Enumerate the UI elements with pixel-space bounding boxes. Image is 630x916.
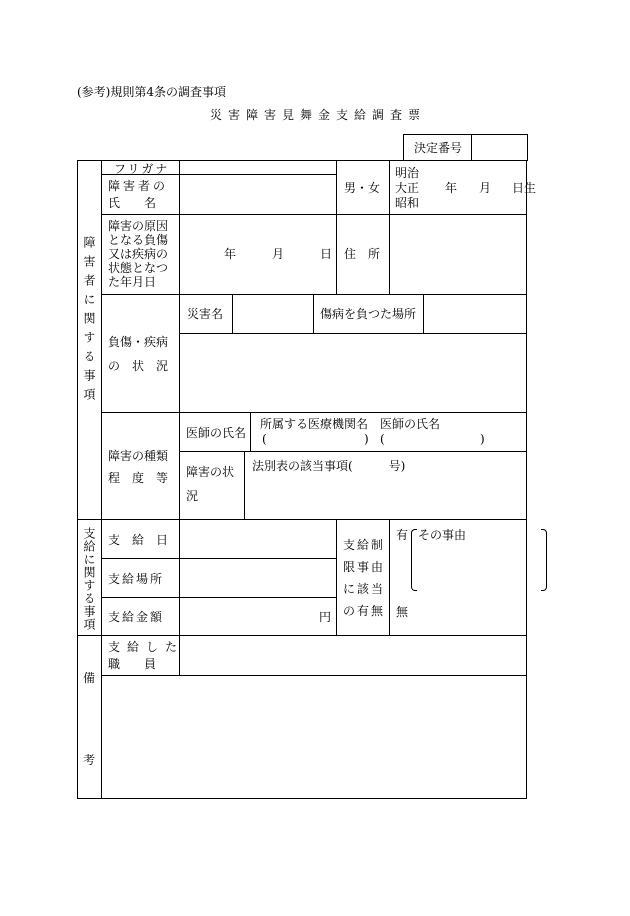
gender-select[interactable]: 男・女 (344, 181, 381, 195)
institution-doctor-label: 所属する医療機関名 医師の氏名 (260, 417, 441, 431)
injury-label-1: 負傷・疾病 (108, 335, 169, 349)
cause-label-2: となる負傷 (108, 233, 169, 247)
pay-place-field[interactable] (181, 560, 335, 596)
paren-close-2: ) (480, 432, 485, 446)
dob-month-label: 月 (479, 181, 492, 195)
yen-label: 円 (319, 610, 332, 624)
address-label: 住 所 (344, 247, 381, 261)
dob-day-label: 日生 (512, 181, 537, 195)
cause-label-5: た年月日 (108, 275, 157, 289)
era-meiji[interactable]: 明治 (395, 166, 420, 180)
section1-vertical-label: 障害者に関する事項 (82, 236, 96, 407)
restriction-no[interactable]: 無 (396, 605, 409, 619)
reference-note: (参考)規則第4条の調査事項 (77, 85, 226, 99)
restriction-label-2: 限事由 (343, 560, 386, 574)
injury-label-2: の 状 況 (108, 359, 169, 373)
cause-label-3: 又は疾病の (108, 247, 169, 261)
doctor-name-label: 医師の氏名 (186, 426, 247, 440)
disability-status-label-2: 況 (186, 489, 199, 503)
name-field[interactable] (181, 176, 335, 213)
reason-field[interactable] (418, 545, 538, 587)
pay-date-field[interactable] (181, 521, 335, 557)
pay-date-label: 支 給 日 (108, 533, 169, 547)
paren-open-2: ( (380, 432, 385, 446)
name-label-1: 障害者の (108, 179, 169, 193)
payer-staff-field[interactable] (181, 637, 525, 674)
disability-type-label-2: 程 度 等 (108, 471, 169, 485)
disability-status-field[interactable] (246, 478, 525, 518)
pay-place-label: 支給場所 (108, 572, 165, 586)
restriction-yes[interactable]: 有 (396, 528, 409, 542)
injury-status-field[interactable] (181, 335, 525, 411)
restriction-label-3: に該当 (343, 582, 386, 596)
furigana-label: フリガナ (114, 162, 170, 176)
disability-type-label-1: 障害の種類 (108, 449, 169, 463)
payer-label-1: 支給した (108, 640, 185, 654)
law-table-label: 法別表の該当事項( 号) (252, 459, 406, 473)
disability-status-label-1: 障害の状 (186, 465, 235, 479)
remarks-label-top: 備 (83, 671, 96, 685)
doctor-name-field[interactable] (386, 431, 478, 447)
restriction-label-4: の有無 (343, 604, 386, 618)
injury-place-label: 傷病を負つた場所 (320, 307, 417, 321)
restriction-label-1: 支給制 (343, 538, 386, 552)
cause-year-label: 年 (224, 247, 237, 261)
bracket-left (411, 529, 417, 591)
injury-place-field[interactable] (425, 296, 525, 332)
paren-close-1: ) (364, 432, 369, 446)
pay-amount-field[interactable] (181, 599, 315, 634)
disaster-name-field[interactable] (234, 296, 312, 332)
cause-month-label: 月 (272, 247, 285, 261)
section2-vertical-label: 支給に関する事項 (82, 527, 96, 631)
payer-label-2: 職 員 (108, 657, 157, 671)
cause-label-4: 状態となつ (108, 261, 169, 275)
form-title: 災害障害見舞金支給調査票 (210, 108, 427, 122)
reason-label: その事由 (418, 528, 467, 542)
decision-number-label: 決定番号 (414, 141, 463, 155)
era-showa[interactable]: 昭和 (395, 196, 420, 210)
name-label-2: 氏 名 (108, 196, 157, 210)
dob-year-label: 年 (445, 181, 458, 195)
cause-day-label: 日 (320, 247, 333, 261)
medical-institution-field[interactable] (268, 431, 362, 447)
disaster-name-label: 災害名 (187, 307, 224, 321)
paren-open-1: ( (262, 432, 267, 446)
decision-number-field[interactable] (472, 135, 526, 160)
cause-label-1: 障害の原因 (108, 219, 169, 233)
furigana-field[interactable] (181, 162, 335, 174)
pay-amount-label: 支給金額 (108, 610, 165, 624)
address-field[interactable] (391, 216, 525, 293)
bracket-right (541, 529, 547, 591)
remarks-label-bottom: 考 (83, 753, 96, 767)
era-taisho[interactable]: 大正 (395, 181, 420, 195)
remarks-field[interactable] (103, 677, 525, 797)
